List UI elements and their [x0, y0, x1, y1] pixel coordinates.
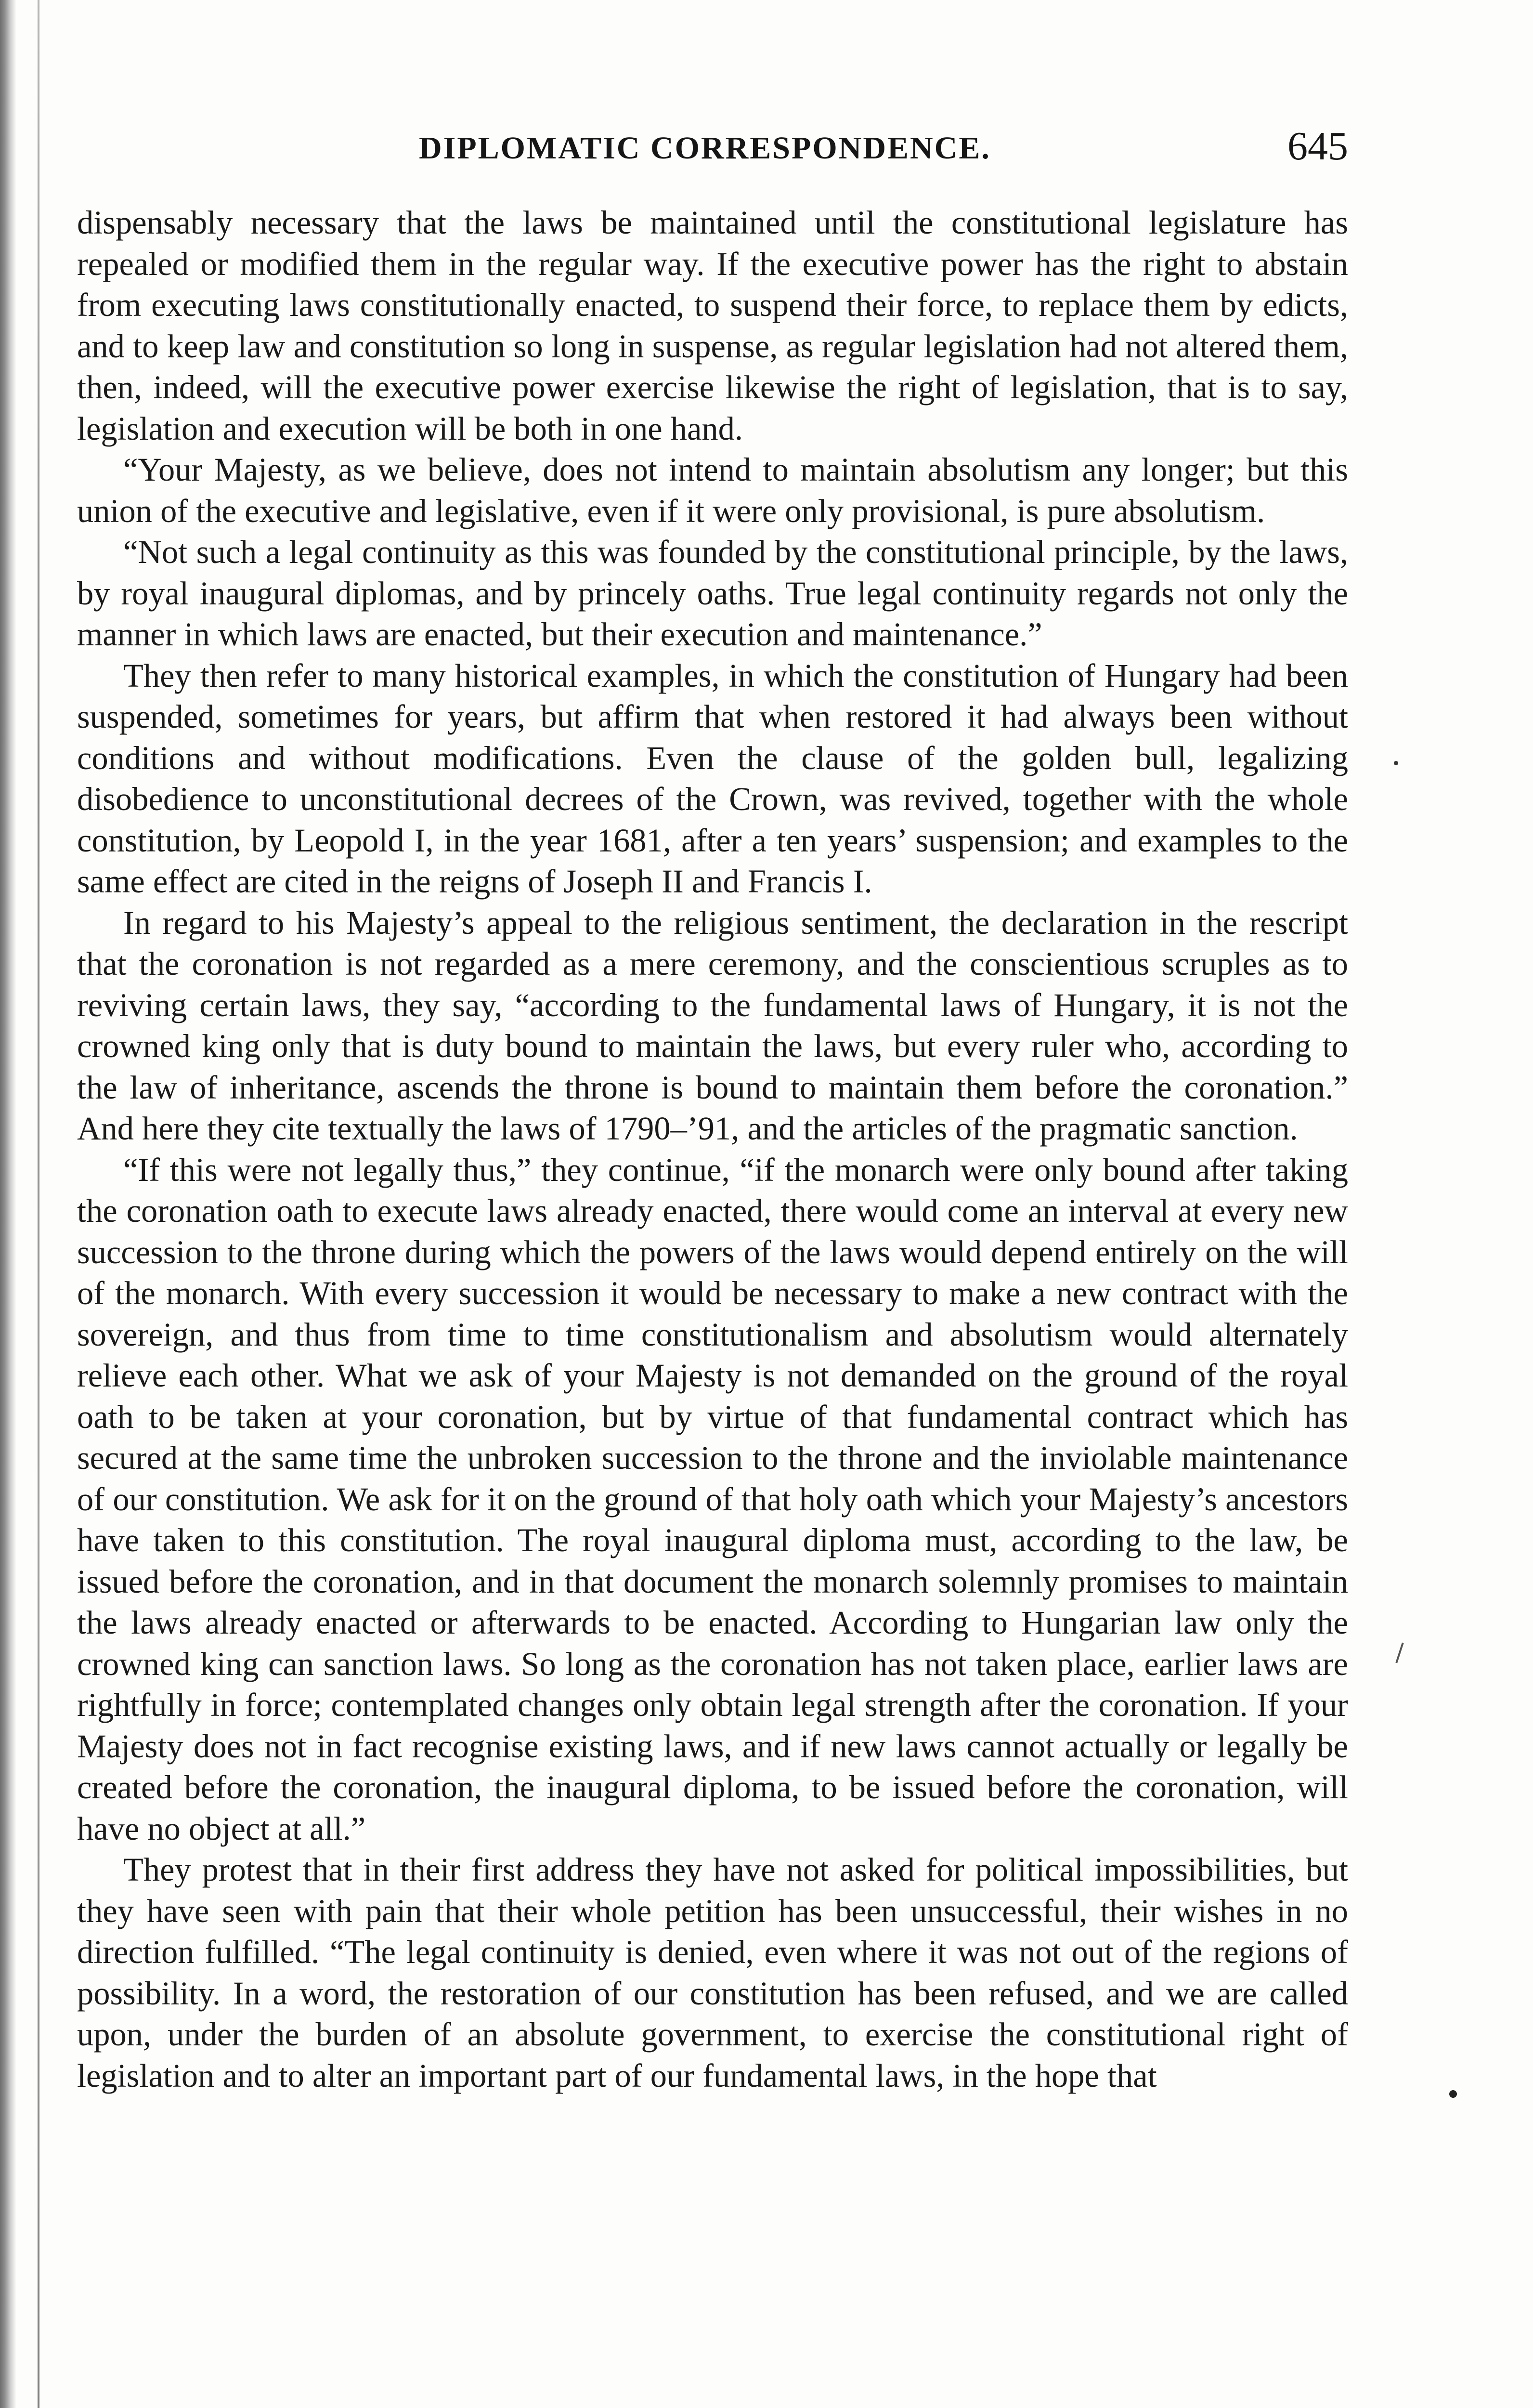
binding-edge-line: [38, 0, 39, 2408]
running-head: DIPLOMATIC CORRESPONDENCE.: [419, 131, 991, 166]
binding-shadow: [0, 0, 16, 2408]
paragraph: “Your Majesty, as we believe, does not intend to maintain absolutism any longer; but this union of the executive and legislative, even if it were only provisional, is pure absolutism.: [77, 451, 1348, 529]
margin-dot-mark: [1394, 761, 1398, 765]
paragraph: “If this were not legally thus,” they continue, “if the monarch were only bound after taking the coronation oath to execute laws already enacted, there would come an interval at every new succession to the throne during which the powers of the laws would depend entirely on the will of the monarch. With every succession it would be necessary to make a new contract with the sovereign, and thus from time to time constitutionalism and absolutism would alternately relieve each other. What we ask of your Majesty is not demanded on the ground of the royal oath to be taken at your coronation, but by virtue of that fundamental contract which has secured at the same time the unbroken succession to the throne and the inviolable maintenance of our constitution. We ask for it on the ground of that holy oath which your Majesty’s ancestors have taken to this constitution. The royal inaugural diploma must, according to the law, be issued before the coronation, and in that document the monarch solemnly promises to maintain the laws already enacted or afterwards to be enacted. According to Hungarian law only the crowned king can sanction laws. So long as the coronation has not taken place, earlier laws are rightfully in force; contemplated changes only obtain legal strength after the coronation. If your Majesty does not in fact recognise existing laws, and if new laws cannot actually or legally be created before the coronation, the inaugural diploma, to be issued before the coronation, will have no object at all.”: [77, 1151, 1348, 1847]
margin-tick-mark: [1395, 1642, 1403, 1663]
paragraph: “Not such a legal continuity as this was founded by the constitutional principle, by the laws, by royal inaugural diplomas, and by princely oaths. True legal continuity regards not only the manner in which laws are enacted, but their execution and maintenance.”: [77, 534, 1348, 653]
paragraph: In regard to his Majesty’s appeal to the religious sentiment, the declaration in the rescript that the coronation is not regarded as a mere ceremony, and the conscientious scruples as to reviving certain laws, they say, “according to the fundamental laws of Hungary, it is not the crowned king only that is duty bound to maintain the laws, but every ruler who, according to the law of inheritance, ascends the throne is bound to maintain them before the coronation.” And here they cite textually the laws of 1790–’91, and the articles of the pragmatic sanction.: [77, 904, 1348, 1147]
margin-ink-mark: [1449, 2090, 1457, 2098]
paragraph-continued: dispensably necessary that the laws be maintained until the constitutional legislature has repealed or modified them in the regular way. If the executive power has the right to abstain from executing laws constitutionally enacted, to suspend their force, to replace them by edicts, and to keep law and constitution so long in suspense, as regular legislation had not altered them, then, indeed, will the executive power exercise likewise the right of legislation, that is to say, legislation and execution will be both in one hand.: [77, 204, 1348, 447]
body-text: [77, 202, 1348, 2096]
paragraph: They protest that in their first address they have not asked for political impossibilities, but they have seen with pain that their whole petition has been unsuccessful, their wishes in no direction fulfilled. “The legal continuity is denied, even where it was not out of the regions of possibility. In a word, the restoration of our constitution has been refused, and we are called upon, under the burden of an absolute government, to exercise the constitutional right of legislation and to alter an important part of our fundamental laws, in the hope that: [77, 1851, 1348, 2094]
paragraph: They then refer to many historical examples, in which the constitution of Hungary had been suspended, sometimes for years, but affirm that when restored it had always been without conditions and without modifications. Even the clause of the golden bull, legalizing disobedience to unconstitutional decrees of the Crown, was revived, together with the whole constitution, by Leopold I, in the year 1681, after a ten years’ suspension; and examples to the same effect are cited in the reigns of Joseph II and Francis I.: [77, 657, 1348, 900]
page-header: [77, 123, 1348, 171]
page-number: 645: [1287, 124, 1348, 169]
